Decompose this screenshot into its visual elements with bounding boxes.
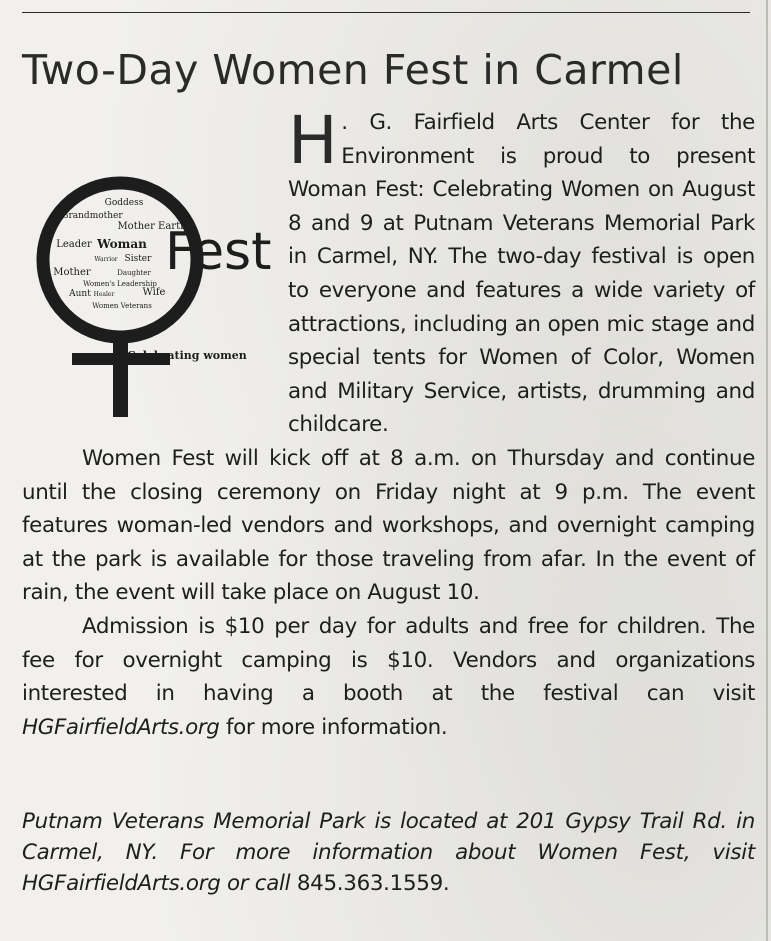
word-mother: Mother bbox=[53, 267, 91, 278]
paragraph-1-text: . G. Fairfield Arts Center for the Environment is proud to present Woman Fest: Celebrating Women on August 8 and 9 at Putnam Veterans Memorial Park in Carmel, NY. The two-day festival is open to everyone and features a wide variety of attractions, including an open mic stage and special tents for Women of Color, Women and Military Service, artists, drumming and childcare. bbox=[288, 110, 755, 438]
paragraph-2-text: Women Fest will kick off at 8 a.m. on Thursday and continue until the closing ceremony on Friday night at 9 p.m. The event features woman-led vendors and workshops, and overnight camping at the park is available for those traveling from afar. In the event of rain, the event will take place on August 10. bbox=[22, 445, 755, 606]
word-woman: Woman bbox=[97, 237, 147, 251]
drop-cap: H bbox=[288, 102, 338, 179]
word-women-veterans: Women Veterans bbox=[92, 302, 152, 310]
logo-fest-word: Fest bbox=[165, 222, 272, 282]
word-daughter: Daughter bbox=[117, 269, 151, 277]
footnote bbox=[22, 806, 755, 899]
paragraph-3-text: Admission is $10 per day for adults and free for children. The fee for overnight camping is $10. Vendors and organizations interested in having a booth at the festival can visit bbox=[22, 613, 755, 707]
paragraph-2 bbox=[22, 442, 755, 610]
word-leader: Leader bbox=[56, 239, 92, 250]
article-body bbox=[22, 102, 755, 744]
article-headline: Two-Day Women Fest in Carmel bbox=[22, 46, 684, 94]
paragraph-3-end: for more information. bbox=[226, 714, 448, 740]
word-grandmother: Grandmother bbox=[61, 211, 123, 221]
word-mother-earth: Mother Earth bbox=[117, 221, 187, 232]
logo-float-spacer bbox=[22, 106, 288, 430]
top-rule bbox=[22, 12, 750, 13]
word-healer: Healer bbox=[93, 291, 115, 298]
word-sister: Sister bbox=[124, 254, 152, 264]
website-link[interactable]: HGFairfieldArts.org bbox=[22, 714, 220, 740]
word-womens-leadership: Women's Leadership bbox=[83, 280, 157, 288]
page-edge bbox=[766, 0, 768, 941]
word-aunt: Aunt bbox=[69, 289, 91, 299]
paragraph-3 bbox=[22, 610, 755, 744]
logo-caption: Celebrating women bbox=[127, 349, 247, 362]
footnote-phone: 845.363.1559. bbox=[296, 871, 450, 896]
word-wife: Wife bbox=[142, 287, 166, 298]
word-warrior: Warrior bbox=[94, 256, 118, 263]
footnote-text: Putnam Veterans Memorial Park is located at 201 Gypsy Trail Rd. in Carmel, NY. For more information about Women Fest, visit HGFairfieldArts.org or call bbox=[22, 809, 755, 896]
word-goddess: Goddess bbox=[104, 198, 144, 208]
